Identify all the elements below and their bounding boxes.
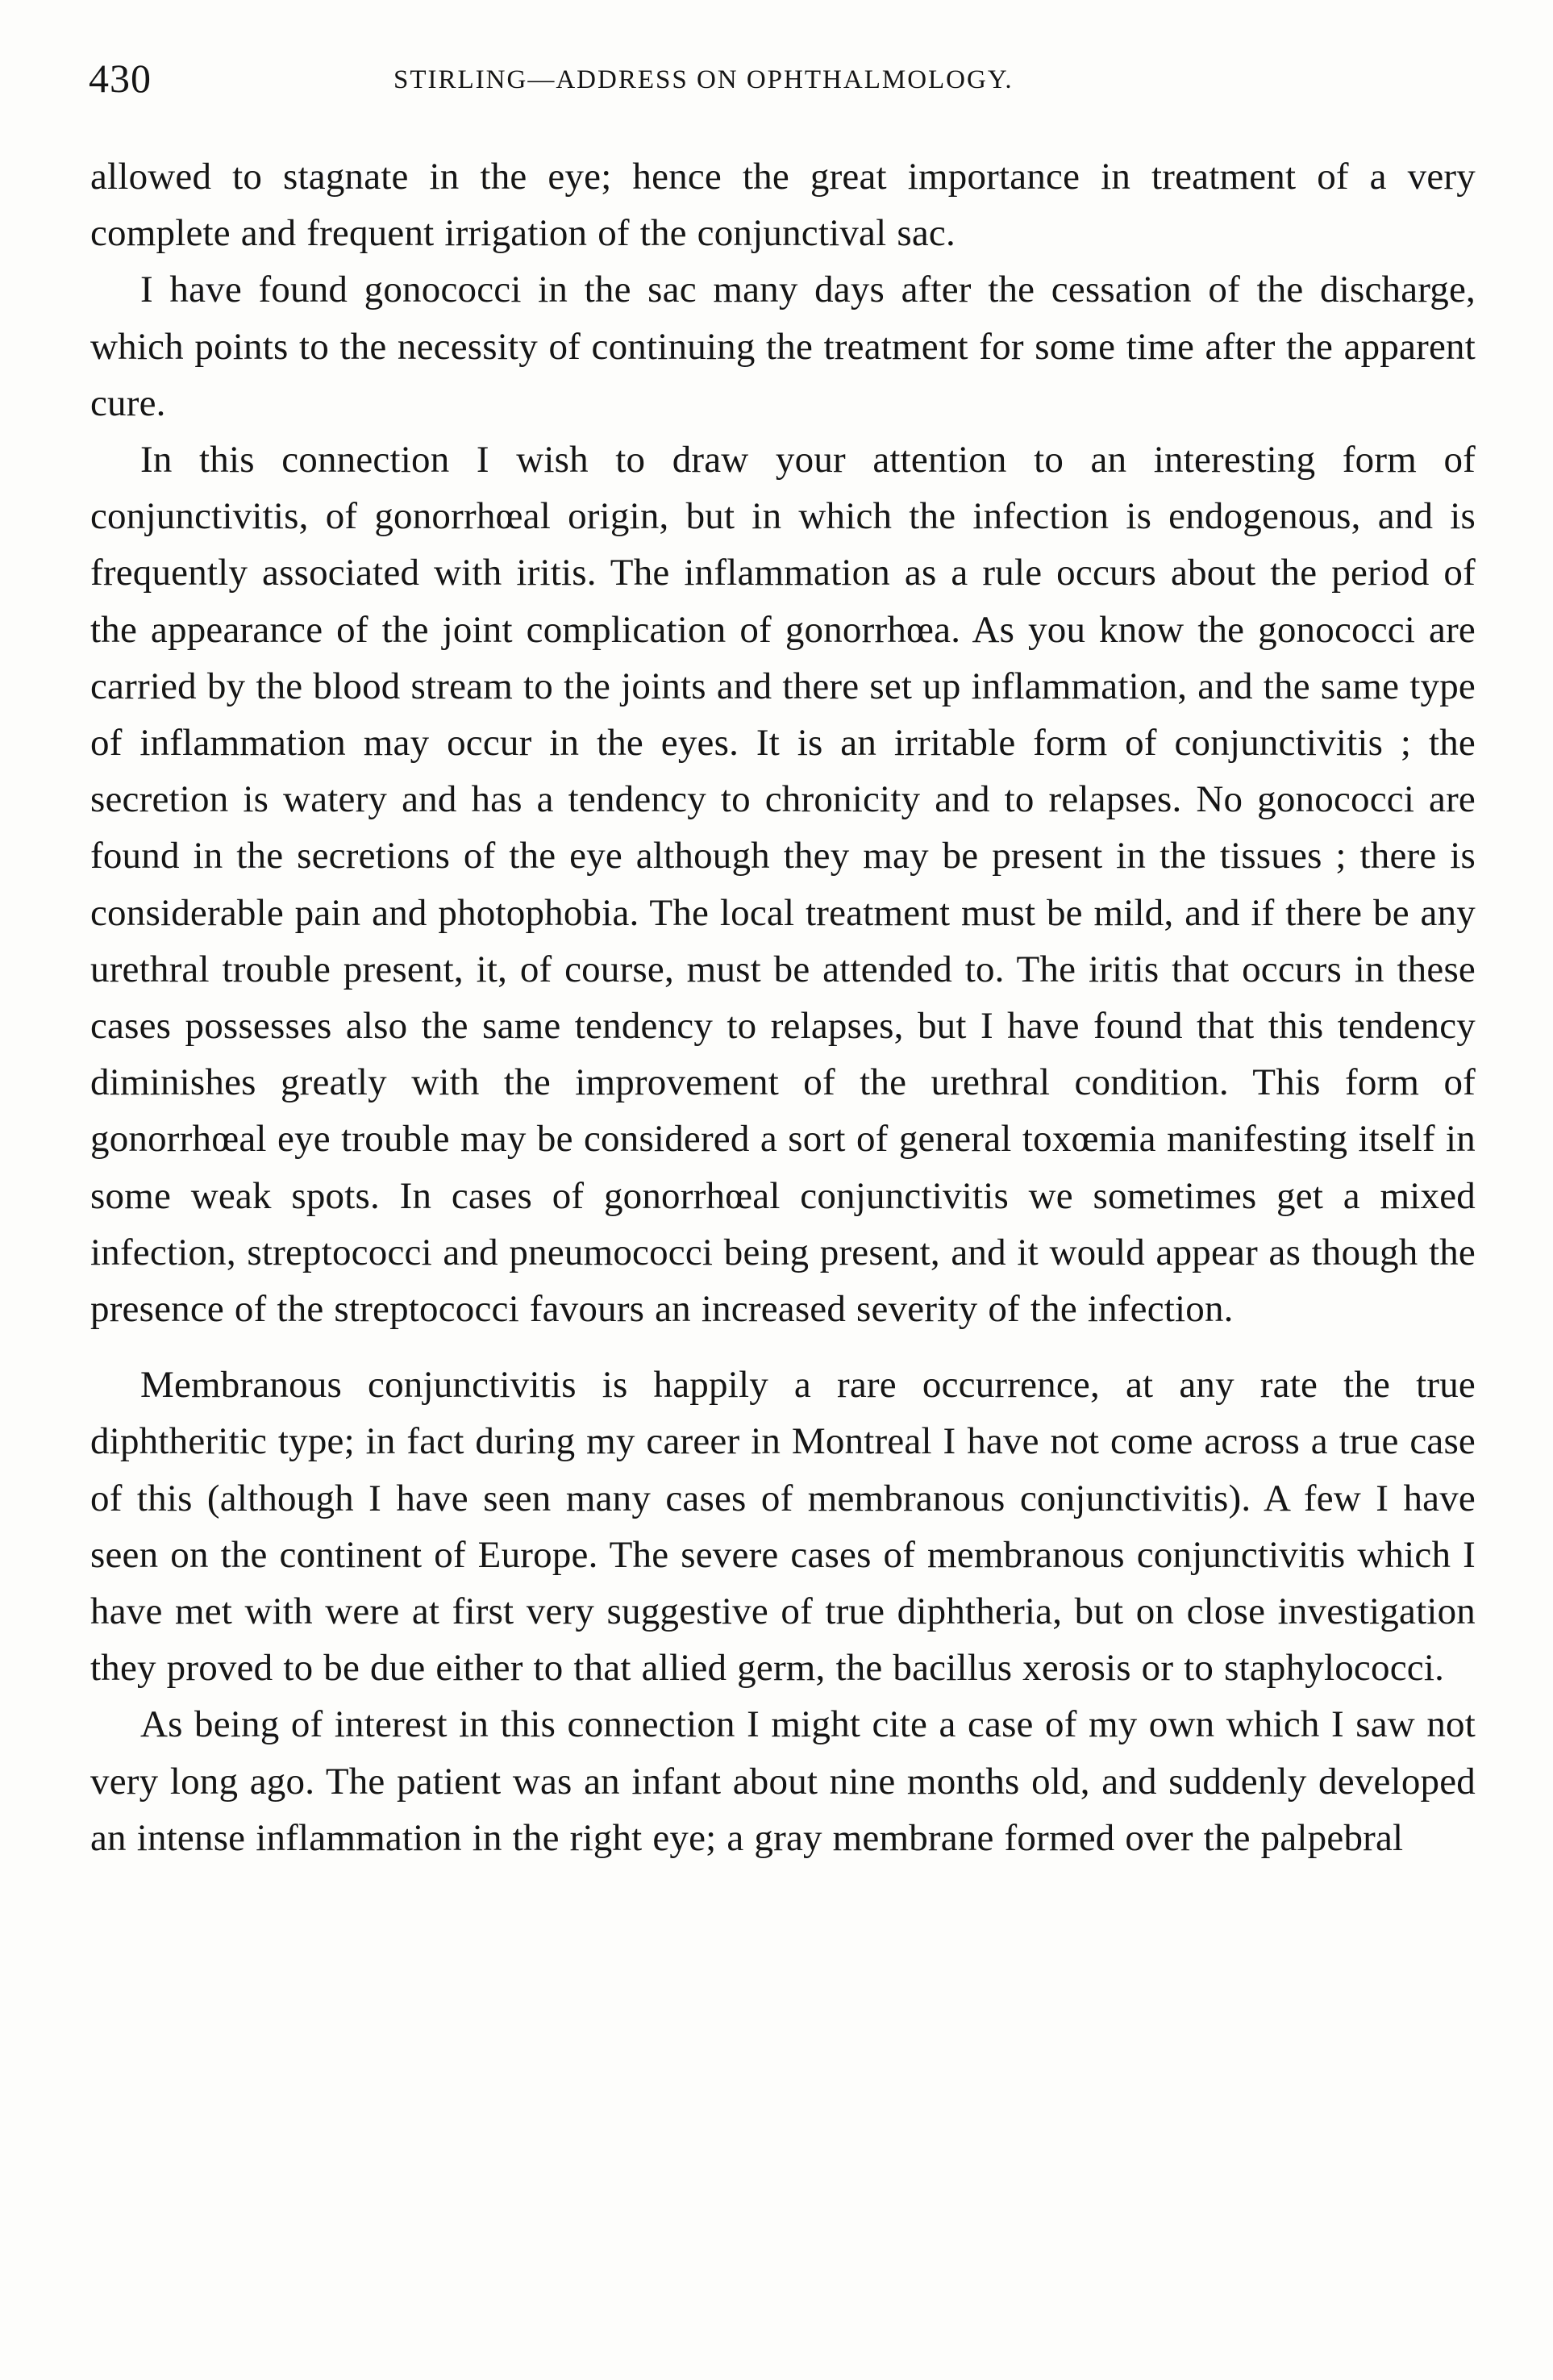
body-paragraph: I have found gonococci in the sac many days after the cessation of the discharge, which points to the necessity of continuing the treatment for some time after the apparent cure. (90, 269, 1476, 424)
body-paragraph: In this connection I wish to draw your attention to an interesting form of conjunctivitis, of gonorrhœal origin, but in which the infection is endogenous, and is frequently associated with iritis. The inflammation as a rule occurs about the period of the appearance of the joint complication of gonorrhœa. As you know the gonococci are carried by the blood stream to the joints and there set up inflammation, and the same type of inflammation may occur in the eyes. It is an irritable form of conjunctivitis ; the secretion is watery and has a tendency to chronicity and to relapses. No gonococci are found in the secretions of the eye although they may be present in the tissues ; there is considerable pain and photophobia. The local treatment must be mild, and if there be any urethral trouble present, it, of course, must be attended to. The iritis that occurs in these cases possesses also the same tendency to relapses, but I have found that this tendency diminishes greatly with the improvement of the urethral condition. This form of gonorrhœal eye trouble may be considered a sort of general toxœmia manifesting itself in some weak spots. In cases of gonorrhœal conjunctivitis we sometimes get a mixed infection, streptococci and pneumococci being present, and it would appear as though the presence of the streptococci favours an increased severity of the infection. (90, 439, 1476, 1331)
body-paragraph: As being of interest in this connection I might cite a case of my own which I saw not very long ago. The patient was an infant about nine months old, and suddenly developed an intense inflammation in the right eye; a gray membrane formed over the palpebral (90, 1703, 1476, 1859)
article-body (90, 148, 1476, 1866)
body-paragraph: Membranous conjunctivitis is happily a rare occurrence, at any rate the true diphtheritic type; in fact during my career in Montreal I have not come across a true case of this (although I have seen many cases of membranous conjunctivitis). A few I have seen on the continent of Europe. The severe cases of membranous conjunctivitis which I have met with were at first very suggestive of true diphtheria, but on close investigation they proved to be due either to that allied germ, the bacillus xerosis or to staphylococci. (90, 1364, 1476, 1690)
running-title: STIRLING—ADDRESS ON OPHTHALMOLOGY. (393, 65, 1014, 94)
running-header (89, 50, 1492, 106)
body-paragraph-continued: allowed to stagnate in the eye; hence the great importance in treatment of a very complete and frequent irrigation of the conjunctival sac. (90, 156, 1476, 255)
page-number: 430 (89, 56, 152, 101)
